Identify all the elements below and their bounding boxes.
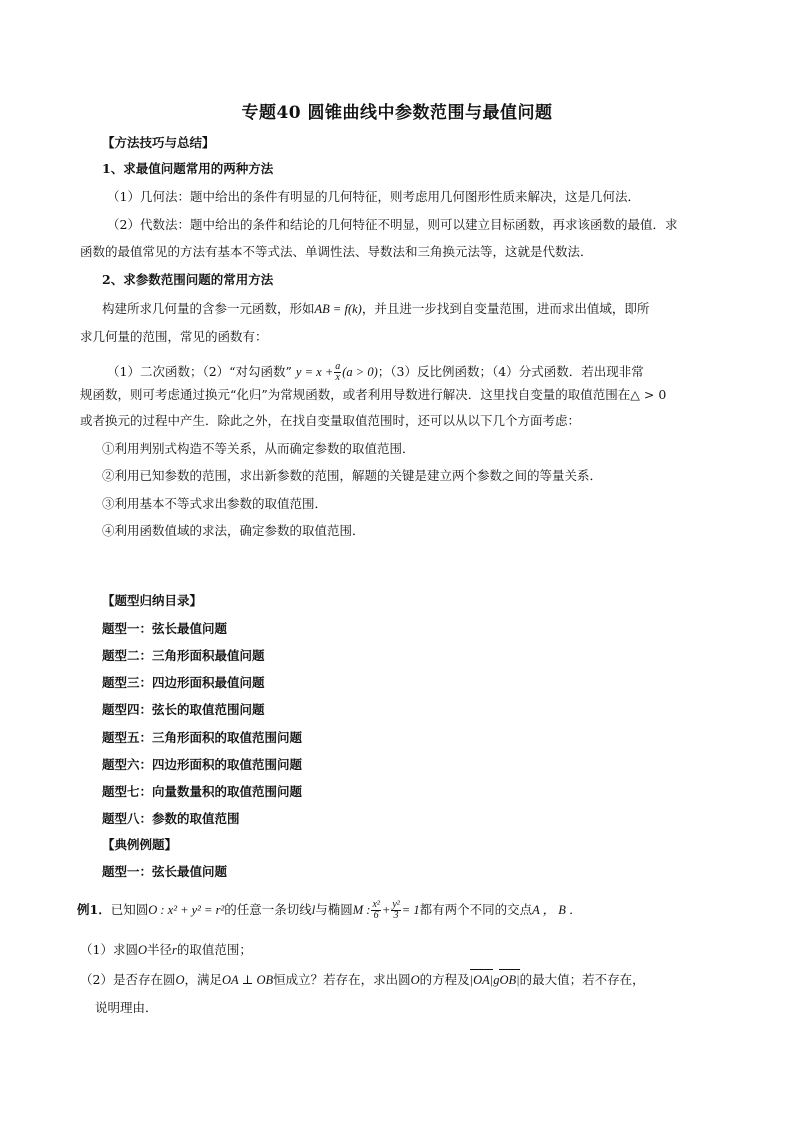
page-title: 专题40 圆锥曲线中参数范围与最值问题: [241, 103, 553, 123]
math-variable: O: [410, 973, 420, 987]
math-formula: OA ⊥ OB: [222, 973, 274, 987]
fraction: [371, 900, 380, 921]
fraction-denominator: x: [335, 372, 340, 383]
vector-magnitude: OB|: [499, 973, 520, 987]
text: 的取值范围；: [176, 942, 252, 957]
method2-paragraph1-line1: [102, 300, 649, 318]
math-formula: (a > 0): [342, 365, 378, 379]
tip-item: ②利用已知参数的范围，求出新参数的范围，解题的关键是建立两个参数之间的等量关系．: [102, 468, 603, 483]
text: 的任意一条切线: [224, 902, 312, 917]
examples-section-header: 【典例例题】: [102, 837, 178, 852]
example1-question1: [80, 941, 252, 959]
tip-item: ①利用判别式构造不等关系，从而确定参数的取值范围．: [102, 441, 415, 456]
math-variable: O: [175, 973, 185, 987]
type-list-item: 题型五：三角形面积的取值范围问题: [102, 730, 303, 745]
method2-paragraph2-line3: 或者换元的过程中产生．除此之外，在找自变量取值范围时，还可以从以下几个方面考虑：: [80, 413, 581, 428]
text: 恒成立？若存在，求出圆: [273, 972, 411, 987]
example-label: 例1．: [77, 902, 111, 917]
text: ，满足: [184, 972, 223, 987]
method2-heading: 2、求参数范围问题的常用方法: [102, 272, 274, 287]
math-formula: = 1: [401, 903, 420, 917]
fraction: [391, 900, 400, 921]
math-formula: M :: [352, 903, 371, 917]
math-formula: y = x +: [295, 365, 334, 379]
method2-paragraph2-line1: [107, 362, 644, 383]
example-type-heading: 题型一：弦长最值问题: [102, 864, 228, 879]
math-formula: A ， B ．: [532, 903, 582, 917]
text: ；（3）反比例函数；（4）分式函数．若出现非常: [377, 364, 644, 379]
fraction-numerator: x²: [372, 899, 380, 910]
math-operator: g: [493, 973, 500, 987]
math-variable: l: [311, 903, 316, 917]
text: （1）求圆: [80, 942, 138, 957]
text: 已知圆: [110, 902, 149, 917]
tip-item: ④利用函数值域的求法，确定参数的取值范围．: [102, 523, 365, 538]
type-list-item: 题型六：四边形面积的取值范围问题: [102, 757, 303, 772]
math-formula: AB = f(k): [314, 302, 362, 316]
fraction: [334, 362, 341, 383]
text: 半径: [146, 942, 172, 957]
type-list-item: 题型八：参数的取值范围: [102, 811, 240, 826]
text: （2）是否存在圆: [80, 972, 176, 987]
text: 的方程及: [419, 972, 470, 987]
type-list-item: 题型二：三角形面积最值问题: [102, 648, 265, 663]
text: 都有两个不同的交点: [419, 902, 533, 917]
text: （1）二次函数；（2）“对勾函数”: [107, 364, 292, 379]
math-formula: O : x² + y² = r²: [148, 903, 225, 917]
type-list-item: 题型四：弦长的取值范围问题: [102, 702, 265, 717]
method-section-header: 【方法技巧与总结】: [102, 135, 215, 150]
method1-heading: 1、求最值问题常用的两种方法: [102, 161, 274, 176]
type-list-item: 题型一：弦长最值问题: [102, 621, 228, 636]
text: 构建所求几何量的含参一元函数，形如: [102, 301, 315, 316]
example1-question2-tail: 说明理由．: [95, 1000, 158, 1015]
fraction-numerator: y²: [392, 899, 400, 910]
math-variable: r: [172, 943, 177, 957]
text: 与椭圆: [315, 902, 353, 917]
text: 的最大值；若不存在，: [519, 972, 645, 987]
method2-paragraph1-line2: 求几何量的范围，常见的函数有：: [80, 329, 268, 344]
example1-statement: [77, 900, 582, 921]
method1-paragraph2-line1: （2）代数法：题中给出的条件和结论的几何特征不明显，则可以建立目标函数，再求该函数的最值．求: [107, 217, 678, 232]
math-variable: O: [137, 943, 147, 957]
example1-question2: [80, 971, 645, 989]
method2-paragraph2-line2: 规函数，则可考虑通过换元“化归”为常规函数，或者利用导数进行解决．这里找自变量的取值范围在△ > 0: [80, 387, 667, 402]
math-operator: +: [381, 903, 391, 917]
types-section-header: 【题型归纳目录】: [102, 593, 203, 608]
fraction-numerator: a: [335, 361, 341, 372]
vector-magnitude: |OA|: [469, 973, 494, 987]
text: ，并且进一步找到自变量范围，进而求出值域，即所: [361, 301, 650, 316]
type-list-item: 题型三：四边形面积最值问题: [102, 675, 265, 690]
method1-paragraph1: （1）几何法：题中给出的条件有明显的几何特征，则考虑用几何图形性质来解决，这是几何法．: [107, 189, 640, 204]
type-list-item: 题型七：向量数量积的取值范围问题: [102, 784, 303, 799]
fraction-denominator: 6: [373, 910, 379, 921]
fraction-denominator: 3: [393, 910, 399, 921]
tip-item: ③利用基本不等式求出参数的取值范围．: [102, 496, 328, 511]
method1-paragraph2-line2: 函数的最值常见的方法有基本不等式法、单调性法、导数法和三角换元法等，这就是代数法．: [80, 244, 593, 259]
